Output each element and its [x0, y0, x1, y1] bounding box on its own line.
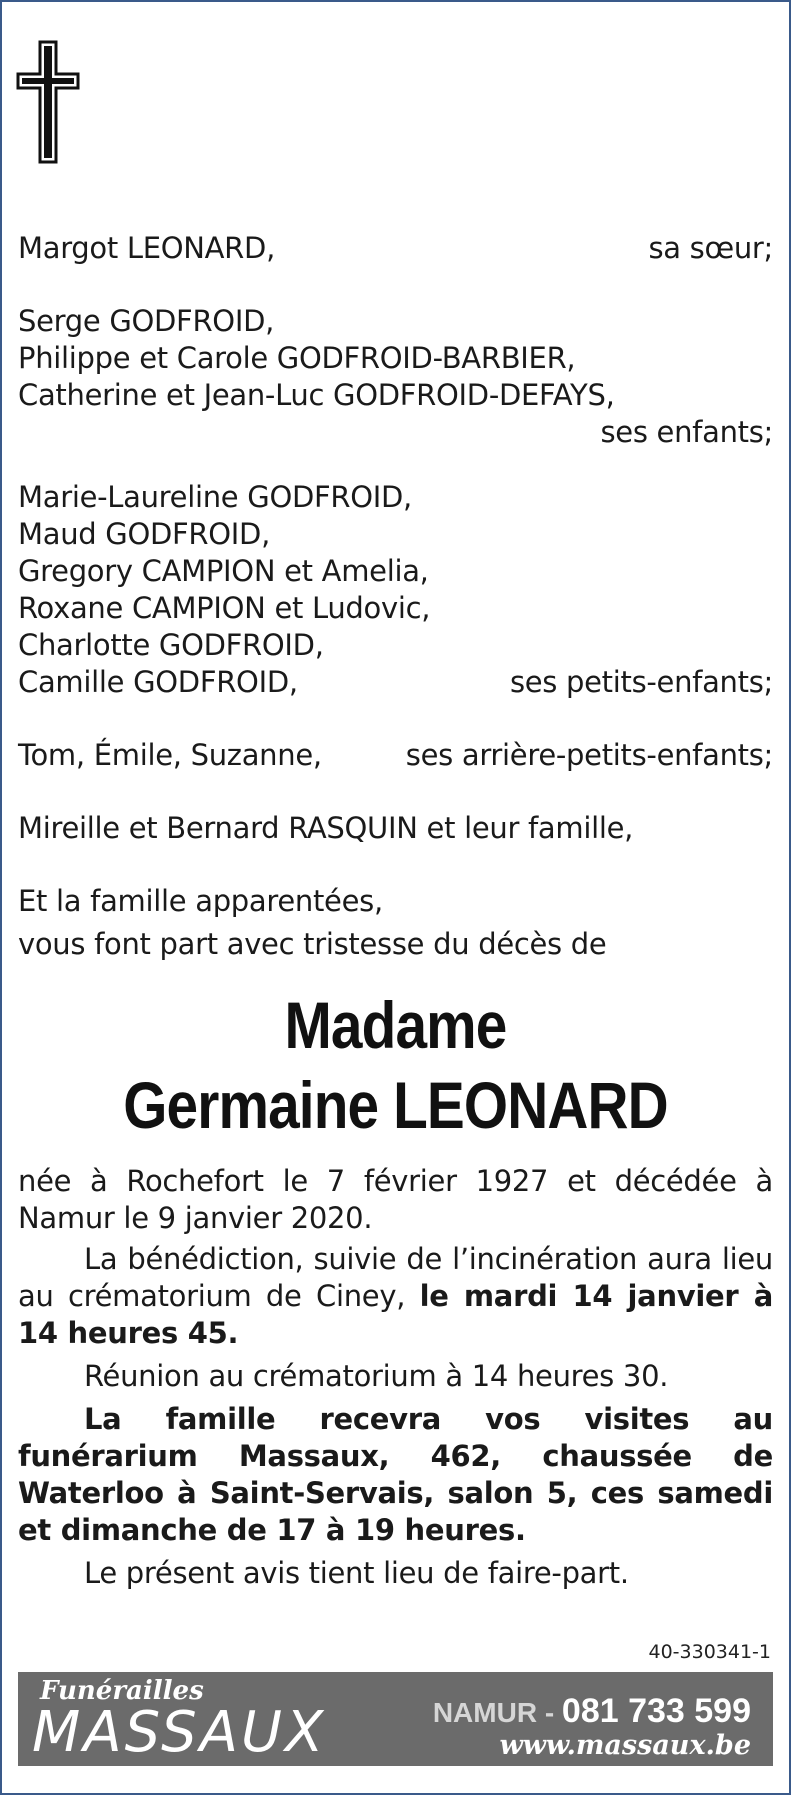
ceremony-paragraph — [18, 1241, 773, 1352]
children-role: ses enfants; — [600, 415, 773, 449]
spacer — [18, 847, 773, 883]
sister-role: sa sœur; — [648, 231, 773, 265]
grandchild-name: Marie-Laureline GODFROID, — [18, 480, 412, 514]
ceremony-date: le mardi 14 janvier à 14 heures 45. — [18, 1279, 773, 1350]
deceased-title: Madame — [284, 988, 507, 1062]
child-name: Serge GODFROID, — [18, 304, 275, 338]
spacer — [18, 701, 773, 737]
spacer — [18, 1145, 773, 1163]
great-grandchildren-names: Tom, Émile, Suzanne, — [18, 738, 322, 772]
grandchild-name: Roxane CAMPION et Ludovic, — [18, 591, 431, 625]
banner-brand: MASSAUX — [32, 1700, 327, 1765]
sister-name: Margot LEONARD, — [18, 231, 275, 265]
spacer — [18, 451, 773, 479]
deceased-name: Germaine LEONARD — [123, 1068, 668, 1142]
spacer — [18, 774, 773, 810]
grandchild-name: Maud GODFROID, — [18, 517, 270, 551]
spacer — [18, 267, 773, 303]
grandchild-name: Gregory CAMPION et Amelia, — [18, 554, 429, 588]
reference-number: 40-330341-1 — [648, 1641, 771, 1663]
banner-phone: 081 733 599 — [561, 1692, 751, 1730]
great-grandchildren-row — [18, 737, 773, 774]
banner-city: NAMUR - — [432, 1697, 562, 1728]
related-family: Et la famille apparentées, — [18, 884, 383, 918]
obituary-content — [18, 230, 773, 1592]
grandchildren-role: ses petits-enfants; — [509, 665, 773, 699]
birth-death-text: née à Rochefort le 7 février 1927 et décédée à Namur le 9 janvier 2020. — [18, 1164, 773, 1235]
spacer — [18, 963, 773, 985]
grandchildren-role-row — [18, 664, 773, 701]
notice-text: Le présent avis tient lieu de faire-part. — [84, 1556, 629, 1590]
banner-website: www.massaux.be — [499, 1730, 751, 1761]
visits-text: La famille recevra vos visites au funérarium Massaux, 462, chaussée de Waterloo à Saint-Servais, salon 5, ces samedi et dimanche de 17 à 19 heures. — [18, 1402, 773, 1547]
grandchild-name: Charlotte GODFROID, — [18, 628, 324, 662]
sister-row — [18, 230, 773, 267]
banner-contact — [433, 1692, 751, 1731]
cross-icon — [16, 40, 80, 164]
child-name: Catherine et Jean-Luc GODFROID-DEFAYS, — [18, 378, 615, 412]
ceremony-text: La bénédiction, suivie de l’incinération aura lieu au crématorium de Ciney, — [18, 1242, 773, 1313]
funeral-home-banner — [18, 1672, 773, 1766]
meeting-text: Réunion au crématorium à 14 heures 30. — [84, 1359, 669, 1393]
great-grandchildren-role: ses arrière-petits-enfants; — [405, 738, 773, 772]
child-name: Philippe et Carole GODFROID-BARBIER, — [18, 341, 576, 375]
other-family: Mireille et Bernard RASQUIN et leur famille, — [18, 811, 634, 845]
announcement: vous font part avec tristesse du décès de — [18, 927, 607, 961]
grandchild-name: Camille GODFROID, — [18, 665, 298, 699]
banner-subtitle: Funérailles — [40, 1676, 204, 1706]
